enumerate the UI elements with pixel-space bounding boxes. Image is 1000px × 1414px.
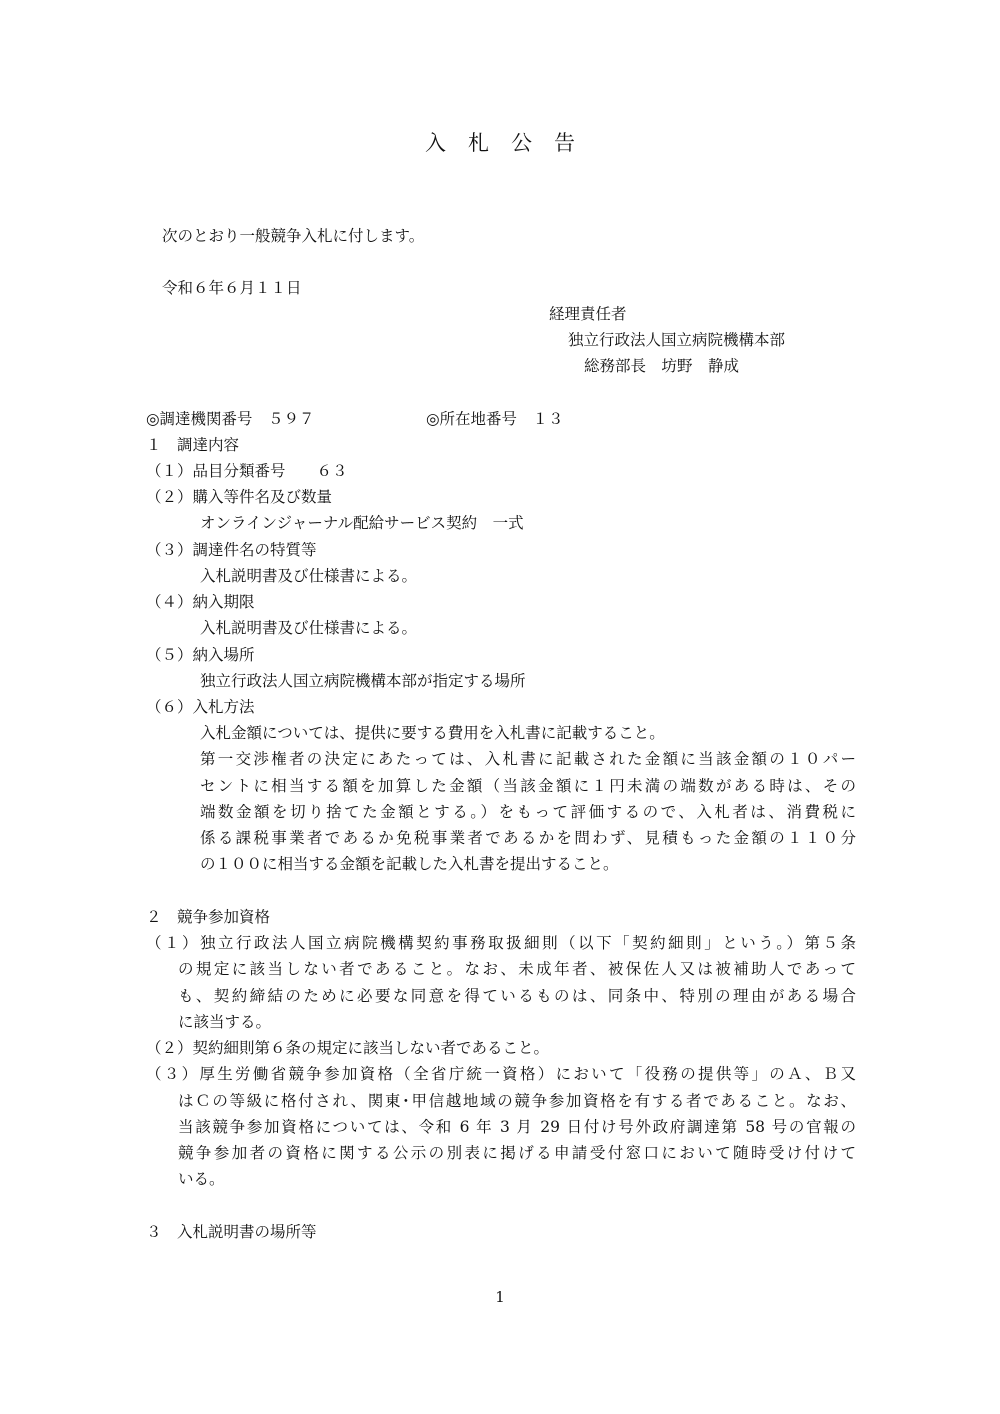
title-char: 札	[468, 131, 489, 155]
section-1-item-1: （１）品目分類番号 ６３	[146, 462, 348, 480]
intro-text: 次のとおり一般競争入札に付します。	[162, 227, 425, 245]
title-char: 入	[425, 131, 446, 155]
section-1-item-3-body: 入札説明書及び仕様書による。	[200, 567, 418, 585]
section-2-item-1-line: に該当する。	[178, 1013, 272, 1031]
section-1-item-6-line: 第一交渉権者の決定にあたっては、入札書に記載された金額に当該金額の１０パー	[200, 750, 856, 768]
section-2-item-1-line: の規定に該当しない者であること。なお、未成年者、被保佐人又は被補助人であって	[178, 960, 856, 978]
section-1-item-6-line: 端数金額を切り捨てた金額とする。）をもって評価するので、入札者は、消費税に	[200, 803, 856, 821]
section-1-item-4-body: 入札説明書及び仕様書による。	[200, 619, 418, 637]
section-1-item-5-body: 独立行政法人国立病院機構本部が指定する場所	[200, 672, 526, 690]
location-code: ◎所在地番号 １３	[426, 410, 564, 428]
section-2-item-3-line: はＣの等級に格付され、関東･甲信越地域の競争参加資格を有する者であること。なお、	[178, 1092, 856, 1110]
section-1-heading: １ 調達内容	[146, 436, 240, 454]
section-2-item-3: （３）厚生労働省競争参加資格（全省庁統一資格）において「役務の提供等」のＡ、Ｂ又	[146, 1065, 856, 1083]
section-1-item-6-line: 係る課税事業者であるか免税事業者であるかを問わず、見積もった金額の１１０分	[200, 829, 856, 847]
section-1-item-4: （４）納入期限	[146, 593, 255, 611]
section-2-heading: ２ 競争参加資格	[146, 908, 271, 926]
section-1-item-6-line: の１００に相当する金額を記載した入札書を提出すること。	[200, 855, 619, 873]
section-1-item-6-line: セントに相当する額を加算した金額（当該金額に１円未満の端数がある時は、その	[200, 777, 856, 795]
section-1-item-2-body: オンラインジャーナル配給サービス契約 一式	[200, 514, 524, 532]
signer-name: 総務部長 坊野 静成	[584, 357, 740, 375]
page-title	[0, 133, 1000, 154]
section-2-item-1-line: も、契約締結のために必要な同意を得ているものは、同条中、特別の理由がある場合	[178, 987, 856, 1005]
signer-role: 経理責任者	[549, 305, 627, 323]
page-number: 1	[495, 1288, 505, 1306]
notice-date: 令和６年６月１１日	[162, 279, 302, 297]
section-1-item-3: （３）調達件名の特質等	[146, 541, 317, 559]
title-char: 公	[511, 131, 532, 155]
section-1-item-2: （２）購入等件名及び数量	[146, 488, 333, 506]
section-2-item-3-line: いる。	[178, 1170, 225, 1188]
section-3-heading: ３ 入札説明書の場所等	[146, 1223, 317, 1241]
section-1-item-6: （６）入札方法	[146, 698, 255, 716]
section-2-item-3-line: 当該競争参加資格については、令和 6 年 3 月 29 日付け号外政府調達第 58 号の官報の	[178, 1118, 856, 1136]
section-2-item-2: （２）契約細則第６条の規定に該当しない者であること。	[146, 1039, 550, 1057]
section-1-item-5: （５）納入場所	[146, 646, 255, 664]
section-2-item-3-line: 競争参加者の資格に関する公示の別表に掲げる申請受付窓口において随時受け付けて	[178, 1144, 856, 1162]
agency-code: ◎調達機関番号 ５９７	[146, 410, 315, 428]
section-1-item-6-line: 入札金額については、提供に要する費用を入札書に記載すること。	[200, 724, 665, 742]
title-char: 告	[554, 131, 575, 155]
section-2-item-1: （１）独立行政法人国立病院機構契約事務取扱細則（以下「契約細則」という。）第５条	[146, 934, 856, 952]
signer-org: 独立行政法人国立病院機構本部	[568, 331, 786, 349]
